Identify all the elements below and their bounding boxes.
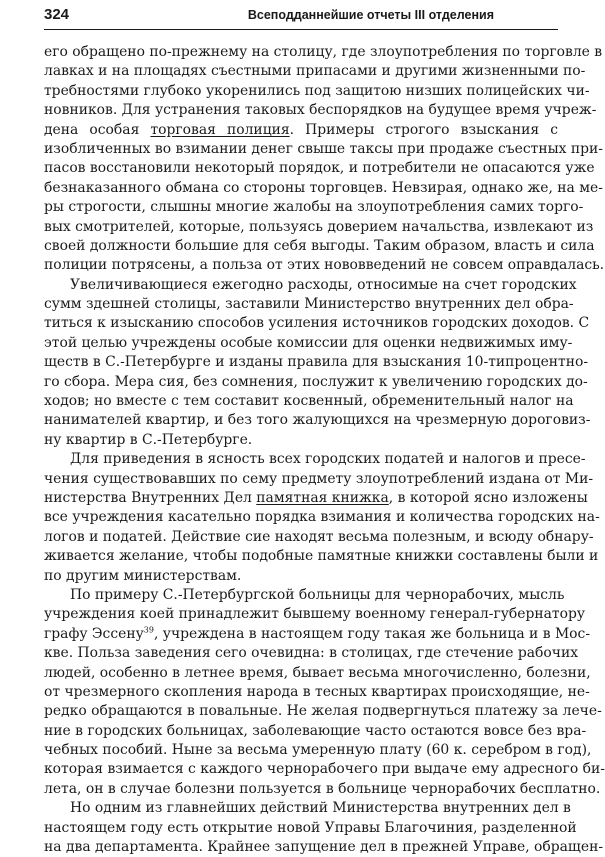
text-line: полиции потрясены, а польза от этих нововведений не совсем оправдалась. bbox=[44, 257, 605, 274]
text-line: лета, он в случае болезни пользуется в больнице чернорабочих бесплатно. bbox=[44, 780, 601, 797]
text-line: ние в городских больницах, заболевающие часто остаются вовсе без вра- bbox=[44, 722, 587, 739]
text-line: чения существовавших по сему предмету злоупотреблений издана от Ми- bbox=[44, 470, 594, 487]
text-line: По примеру С.-Петербургской больницы для чернорабочих, мысль bbox=[70, 586, 565, 603]
text-line: новников. Для устранения таковых беспорядков на будущее время учреж- bbox=[44, 102, 597, 119]
text-line: нистерства Внутренних Дел памятная книжка, в которой ясно изложены bbox=[44, 489, 588, 506]
text-line: дена особая торговая полиция. Примеры строгого взыскания с bbox=[44, 121, 558, 138]
text-line: безнаказанного обмана со стороны торговцев. Невзирая, однако же, на ме- bbox=[44, 179, 603, 196]
text-line: этой целью учреждены особые комиссии для оценки недвижимых иму- bbox=[44, 334, 573, 351]
text-line: логов и податей. Действие сие находят весьма полезным, и всюду обнару- bbox=[44, 528, 594, 545]
underlined-term: торговая полиция bbox=[150, 121, 290, 138]
book-title: Всеподданнейшие отчеты III отделения bbox=[247, 8, 494, 22]
text-line: сумм здешней столицы, заставили Министерство внутренних дел обра- bbox=[44, 296, 574, 313]
text-line: вых смотрителей, которые, пользуясь доверием начальства, извлекают из bbox=[44, 218, 594, 235]
text-line: людей, особенно в летнее время, бывает весьма многочисленно, болезни, bbox=[44, 664, 591, 681]
text-line: своей должности большие для себя выгоды. Таким образом, власть и сила bbox=[44, 237, 595, 254]
text-line: настоящем году есть открытие новой Управы Благочиния, разделенной bbox=[44, 819, 577, 836]
paragraph bbox=[44, 43, 605, 276]
text-line: ходов; но вместе с тем составит косвенный, обременительный налог на bbox=[44, 393, 574, 410]
text-line: на два департамента. Крайнее запущение дел в прежней Управе, обращен- bbox=[44, 839, 604, 856]
text-line: чебных пособий. Ныне за весьма умеренную плату (60 к. серебром в год), bbox=[44, 742, 592, 759]
text-line: графу Эссену$^{39}$, учреждена в настоящем году такая же больница и в Мос- bbox=[44, 625, 591, 642]
paragraph bbox=[44, 276, 591, 451]
text-line: живается желание, чтобы подобные памятные книжки составлены были и bbox=[44, 548, 599, 565]
book-page bbox=[44, 6, 605, 857]
text-line: которая взимается с каждого чернорабочего при выдаче ему адресного би- bbox=[44, 761, 605, 778]
text-line: пасов восстановили некоторый порядок, и потребители не опасаются уже bbox=[44, 160, 595, 177]
footnote-ref: 39 bbox=[143, 625, 154, 635]
text-line: нанимателей квартир, и без того жалующихся на чрезмерную дороговиз- bbox=[44, 412, 591, 429]
text-line: редко обращаются в повальные. Не желая подвергнуться платежу за лече- bbox=[44, 703, 602, 720]
text-line: кве. Польза заведения сего очевидна: в столицах, где стечение рабочих bbox=[44, 645, 579, 662]
paragraph bbox=[44, 586, 605, 799]
text-line: по другим министерствам. bbox=[44, 567, 242, 584]
paragraph bbox=[44, 450, 600, 586]
text-line: учреждения коей принадлежит бывшему военному генерал-губернатору bbox=[44, 606, 586, 623]
text-line: все учреждения касательно порядка взимания и количества городских на- bbox=[44, 509, 600, 526]
paragraph bbox=[44, 799, 604, 857]
text-line: Увеличивающиеся ежегодно расходы, относимые на счет городских bbox=[70, 276, 577, 293]
text-line: Для приведения в ясность всех городских податей и налогов и пресе- bbox=[70, 451, 586, 468]
text-line: Но одним из главнейших действий Министерства внутренних дел в bbox=[70, 800, 571, 817]
text-line: его обращено по-прежнему на столицу, где злоупотребления по торговле в bbox=[44, 44, 603, 60]
text-line: го сбора. Мера сия, без сомнения, послужит к увеличению городских до- bbox=[44, 373, 588, 390]
text-line: требностями глубоко укоренились под защитою низших полицейских чи- bbox=[44, 82, 590, 99]
text-line: лавках и на площадях съестными припасами и другими жизненными по- bbox=[44, 63, 586, 80]
page-number: 324 bbox=[44, 6, 70, 23]
text-line: ществ в С.-Петербурге и изданы правила для взыскания 10-типроцентно- bbox=[44, 354, 589, 371]
text-line: от чрезмерного скопления народа в тесных квартирах происходящие, не- bbox=[44, 683, 590, 700]
text-line: изобличенных во взимании денег свыше таксы при продаже съестных при- bbox=[44, 140, 603, 157]
text-line: ры строгости, слышны многие жалобы на злоупотребления самих торго- bbox=[44, 199, 584, 216]
running-head bbox=[44, 6, 558, 30]
body-text bbox=[44, 43, 605, 857]
text-line: титься к изысканию способов усиления источников городских доходов. С bbox=[44, 315, 590, 332]
underlined-term: памятная книжка bbox=[256, 489, 389, 506]
text-line: ну квартир в С.-Петербурге. bbox=[44, 431, 253, 448]
